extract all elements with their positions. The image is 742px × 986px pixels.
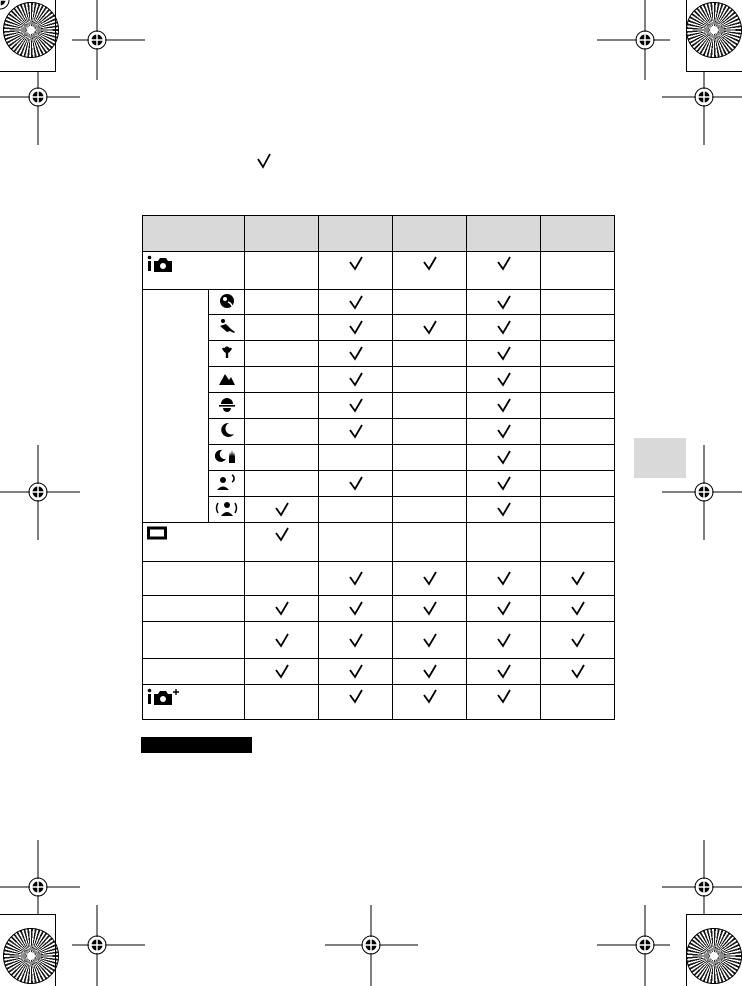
empty-cell (541, 393, 615, 419)
check-mark-icon (319, 398, 392, 413)
empty-cell (393, 471, 467, 497)
anti-motion-blur-icon (214, 505, 240, 519)
check-mark-icon (467, 476, 540, 491)
mode-icon-cell (209, 367, 245, 393)
header-cell (143, 216, 245, 252)
crosshair-left-top-icon (0, 72, 80, 145)
crosshair-top-left-icon (72, 0, 145, 80)
table-row (143, 315, 615, 341)
table-row (143, 622, 615, 659)
sunset-icon (218, 401, 236, 415)
check-mark-icon (319, 601, 392, 616)
check-mark-icon (467, 372, 540, 387)
check-mark-icon (467, 450, 540, 465)
table-row (143, 393, 615, 419)
empty-cell (393, 497, 467, 523)
empty-cell (393, 367, 467, 393)
check-mark-icon (467, 320, 540, 335)
mode-icon-cell (143, 622, 245, 659)
check-mark-icon (319, 346, 392, 361)
mode-icon-cell (143, 596, 245, 622)
empty-cell (245, 685, 319, 720)
superior-auto-icon (147, 695, 183, 709)
check-cell (467, 562, 541, 596)
check-cell (467, 471, 541, 497)
check-mark-icon (245, 601, 318, 616)
crosshair-right-top-icon (662, 72, 742, 145)
check-mark-icon (319, 424, 392, 439)
check-mark-icon (319, 295, 392, 310)
mode-icon-cell (209, 315, 245, 341)
empty-cell (319, 523, 393, 562)
check-cell (393, 562, 467, 596)
check-cell (467, 419, 541, 445)
check-mark-icon (245, 664, 318, 679)
check-mark-icon (319, 372, 392, 387)
mode-icon-cell (143, 685, 245, 720)
check-cell (467, 445, 541, 471)
empty-cell (245, 341, 319, 367)
check-cell (467, 315, 541, 341)
mode-icon-cell (143, 523, 245, 562)
check-mark-icon (467, 689, 540, 704)
check-cell (245, 659, 319, 685)
table-row (143, 419, 615, 445)
check-cell (319, 252, 393, 290)
table-row (143, 367, 615, 393)
table-row (143, 341, 615, 367)
check-mark-icon (467, 633, 540, 648)
empty-cell (541, 445, 615, 471)
check-cell (319, 341, 393, 367)
check-cell (393, 596, 467, 622)
header-cell (541, 216, 615, 252)
check-cell (467, 659, 541, 685)
empty-cell (245, 290, 319, 315)
check-cell (319, 471, 393, 497)
check-cell (541, 659, 615, 685)
empty-cell (541, 497, 615, 523)
check-cell (245, 596, 319, 622)
handheld-twilight-icon (215, 453, 239, 467)
empty-cell (541, 315, 615, 341)
table-row (143, 659, 615, 685)
table-row (143, 445, 615, 471)
check-cell (319, 596, 393, 622)
empty-cell (245, 315, 319, 341)
intelligent-auto-icon (147, 262, 177, 276)
header-cell (393, 216, 467, 252)
check-cell (467, 367, 541, 393)
check-mark-icon (245, 502, 318, 517)
check-cell (245, 523, 319, 562)
empty-cell (245, 562, 319, 596)
check-mark-icon (541, 571, 614, 586)
mode-icon-cell (209, 471, 245, 497)
empty-cell (245, 393, 319, 419)
check-mark-icon (393, 689, 466, 704)
check-cell (541, 562, 615, 596)
check-mark-icon (393, 601, 466, 616)
table-row (143, 685, 615, 720)
check-mark-icon (467, 295, 540, 310)
check-cell (467, 622, 541, 659)
check-cell (319, 685, 393, 720)
empty-cell (393, 290, 467, 315)
check-cell (541, 596, 615, 622)
check-mark-icon (319, 571, 392, 586)
mode-icon-cell (143, 659, 245, 685)
check-mark-icon (467, 502, 540, 517)
mode-icon-cell (143, 252, 245, 290)
check-mark-icon (393, 256, 466, 271)
empty-cell (245, 252, 319, 290)
check-mark-icon (319, 476, 392, 491)
table-row (143, 497, 615, 523)
empty-cell (541, 523, 615, 562)
check-mark-icon (319, 320, 392, 335)
check-mark-icon (319, 633, 392, 648)
macro-icon (219, 349, 235, 363)
mode-icon-cell (209, 445, 245, 471)
landscape-icon (218, 375, 236, 389)
mode-icon-cell (209, 393, 245, 419)
crosshair-top-right-icon (597, 0, 670, 80)
empty-cell (541, 367, 615, 393)
check-cell (393, 252, 467, 290)
check-cell (393, 622, 467, 659)
check-mark-icon (467, 346, 540, 361)
check-mark-icon (467, 571, 540, 586)
check-mark-icon (393, 664, 466, 679)
check-cell (393, 315, 467, 341)
header-cell (467, 216, 541, 252)
check-cell (467, 497, 541, 523)
night-scene-icon (219, 427, 235, 441)
table-row (143, 471, 615, 497)
note-label-bar (141, 737, 252, 753)
mode-icon-cell (143, 562, 245, 596)
check-cell (393, 659, 467, 685)
check-cell (393, 685, 467, 720)
check-mark-icon (467, 664, 540, 679)
check-mark-icon (393, 320, 466, 335)
check-cell (319, 419, 393, 445)
table-row (143, 523, 615, 562)
compatibility-table (142, 215, 615, 720)
empty-cell (467, 523, 541, 562)
crosshair-bottom-left-icon (72, 905, 145, 986)
check-mark-icon (467, 424, 540, 439)
crosshair-bottom-right-icon (597, 905, 670, 986)
crosshair-left-bottom-icon (0, 840, 80, 914)
table-row (143, 562, 615, 596)
check-cell (467, 341, 541, 367)
mode-icon-cell (209, 341, 245, 367)
empty-cell (541, 252, 615, 290)
empty-cell (319, 445, 393, 471)
table-row (143, 290, 615, 315)
check-cell (319, 367, 393, 393)
empty-cell (393, 419, 467, 445)
check-mark-icon (467, 601, 540, 616)
crosshair-bottom-center-icon (325, 905, 418, 986)
check-mark-icon (255, 152, 273, 170)
empty-cell (245, 471, 319, 497)
table-row (143, 252, 615, 290)
check-cell (319, 622, 393, 659)
check-cell (541, 622, 615, 659)
empty-cell (393, 523, 467, 562)
empty-cell (245, 445, 319, 471)
check-cell (467, 252, 541, 290)
check-mark-icon (467, 256, 540, 271)
sports-action-icon (218, 323, 236, 337)
check-mark-icon (245, 527, 318, 542)
empty-cell (393, 445, 467, 471)
group-cell (143, 290, 209, 523)
check-mark-icon (393, 633, 466, 648)
check-cell (245, 622, 319, 659)
check-mark-icon (245, 633, 318, 648)
check-cell (319, 315, 393, 341)
check-mark-icon (467, 398, 540, 413)
header-cell (245, 216, 319, 252)
mode-icon-cell (209, 497, 245, 523)
portrait-icon (219, 298, 235, 312)
check-cell (467, 596, 541, 622)
check-mark-icon (541, 633, 614, 648)
crosshair-left-middle-icon (0, 445, 80, 540)
table-row (143, 596, 615, 622)
empty-cell (541, 471, 615, 497)
mode-icon-cell (209, 290, 245, 315)
check-mark-icon (319, 664, 392, 679)
sweep-panorama-icon (147, 529, 167, 543)
empty-cell (541, 685, 615, 720)
check-cell (467, 290, 541, 315)
section-index-tab (634, 438, 686, 478)
check-mark-icon (541, 664, 614, 679)
check-cell (319, 290, 393, 315)
empty-cell (245, 419, 319, 445)
check-cell (245, 497, 319, 523)
check-cell (319, 562, 393, 596)
empty-cell (319, 497, 393, 523)
empty-cell (393, 341, 467, 367)
check-mark-icon (393, 571, 466, 586)
empty-cell (541, 341, 615, 367)
empty-cell (245, 367, 319, 393)
check-mark-icon (541, 601, 614, 616)
check-cell (467, 393, 541, 419)
check-mark-icon (319, 256, 392, 271)
check-cell (319, 393, 393, 419)
check-cell (319, 659, 393, 685)
empty-cell (541, 290, 615, 315)
check-cell (467, 685, 541, 720)
mode-icon-cell (209, 419, 245, 445)
empty-cell (393, 393, 467, 419)
empty-cell (541, 419, 615, 445)
header-cell (319, 216, 393, 252)
crosshair-right-bottom-icon (662, 840, 742, 914)
check-mark-icon (319, 689, 392, 704)
night-portrait-icon (216, 479, 238, 493)
table-header-row (143, 216, 615, 252)
